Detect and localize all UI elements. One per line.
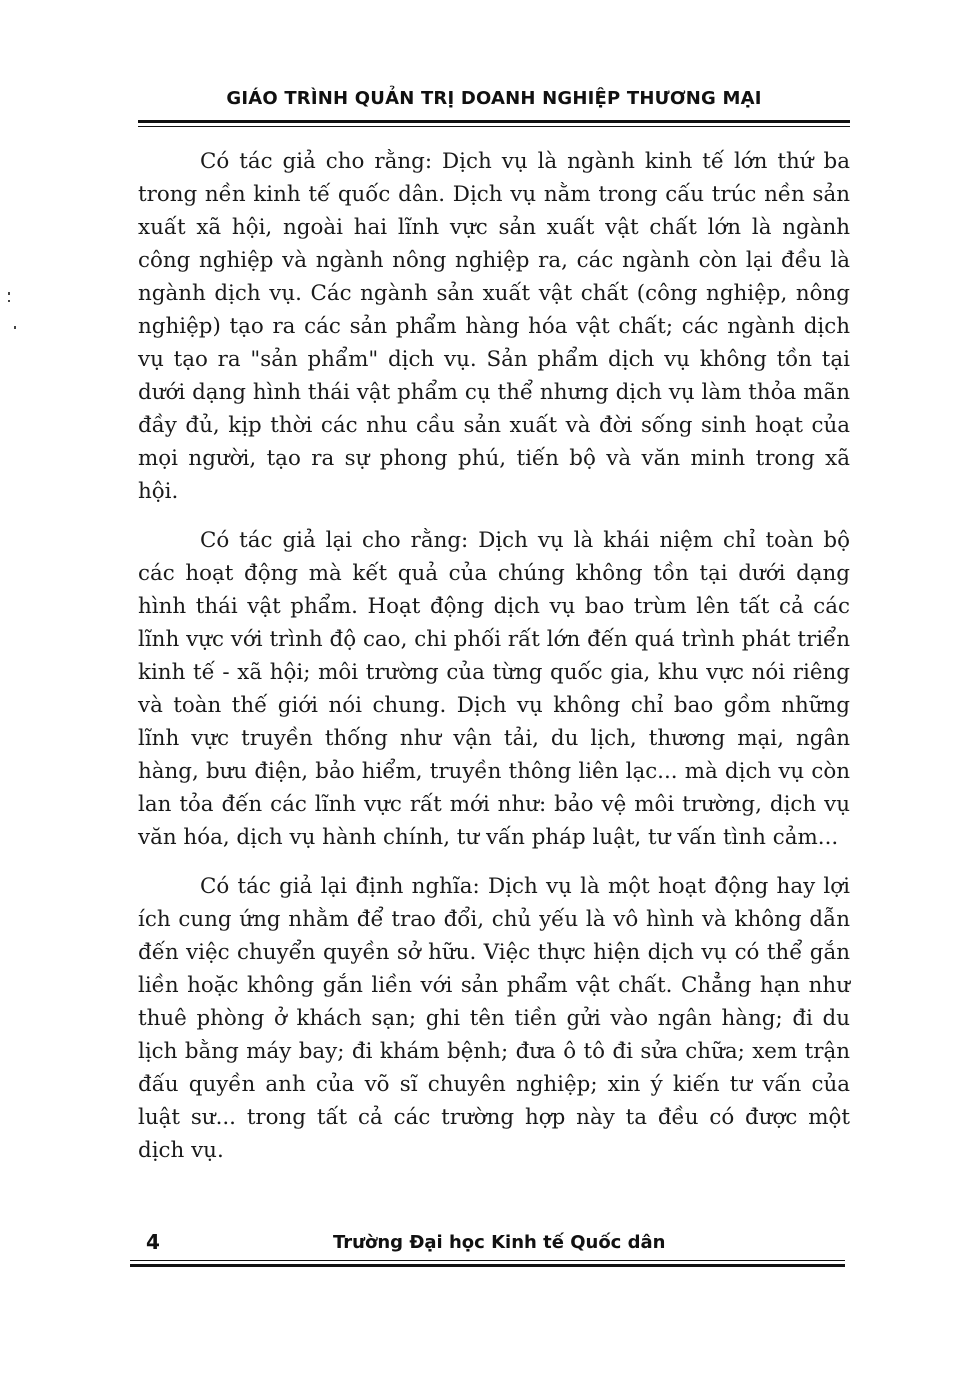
header-rule-thick <box>138 120 850 123</box>
footer-rule-thick <box>130 1264 845 1267</box>
footer-rule-thin <box>130 1260 845 1261</box>
paragraph-2: Có tác giả lại cho rằng: Dịch vụ là khái niệm chỉ toàn bộ các hoạt động mà kết quả của chúng không tồn tại dưới dạng hình thái vật phẩm. Hoạt động dịch vụ bao trùm lên tất cả các lĩnh vực với trình độ cao, chi phối rất lớn đến quá trình phát triển kinh tế - xã hội; môi trường của từng quốc gia, khu vực nói riêng và toàn thế giới nói chung. Dịch vụ không chỉ bao gồm những lĩnh vực truyền thống như vận tải, du lịch, thương mại, ngân hàng, bưu điện, bảo hiểm, truyền thông liên lạc... mà dịch vụ còn lan tỏa đến các lĩnh vực rất mới như: bảo vệ môi trường, dịch vụ văn hóa, dịch vụ hành chính, tư vấn pháp luật, tư vấn tình cảm... <box>138 528 850 850</box>
page-footer <box>138 1230 850 1258</box>
paragraph-3: Có tác giả lại định nghĩa: Dịch vụ là một hoạt động hay lợi ích cung ứng nhằm để trao đổi, chủ yếu là vô hình và không dẫn đến việc chuyển quyền sở hữu. Việc thực hiện dịch vụ có thể gắn liền hoặc không gắn liền với sản phẩm vật chất. Chẳng hạn như thuê phòng ở khách sạn; ghi tên tiền gửi vào ngân hàng; đi du lịch bằng máy bay; đi khám bệnh; đưa ô tô đi sửa chữa; xem trận đấu quyền anh của võ sĩ chuyên nghiệp; xin ý kiến tư vấn của luật sư... trong tất cả các trường hợp này ta đều có được một dịch vụ. <box>138 874 850 1163</box>
page-number: 4 <box>146 1230 160 1254</box>
margin-speck <box>14 326 16 329</box>
running-header: GIÁO TRÌNH QUẢN TRỊ DOANH NGHIỆP THƯƠNG MẠI <box>226 88 762 109</box>
margin-speck <box>8 292 10 295</box>
header-rule-thin <box>138 126 850 127</box>
footer-title: Trường Đại học Kinh tế Quốc dân <box>333 1232 666 1253</box>
paragraph-1: Có tác giả cho rằng: Dịch vụ là ngành kinh tế lớn thứ ba trong nền kinh tế quốc dân. Dịch vụ nằm trong cấu trúc nền sản xuất xã hội, ngoài hai lĩnh vực sản xuất vật chất lớn là ngành công nghiệp và ngành nông nghiệp ra, các ngành còn lại đều là ngành dịch vụ. Các ngành sản xuất vật chất (công nghiệp, nông nghiệp) tạo ra các sản phẩm hàng hóa vật chất; các ngành dịch vụ tạo ra "sản phẩm" dịch vụ. Sản phẩm dịch vụ không tồn tại dưới dạng hình thái vật phẩm cụ thể nhưng dịch vụ làm thỏa mãn đầy đủ, kịp thời các nhu cầu sản xuất và đời sống sinh hoạt của mọi người, tạo ra sự phong phú, tiến bộ và văn minh trong xã hội. <box>138 149 850 504</box>
body-text <box>138 145 850 1183</box>
margin-speck <box>8 300 10 302</box>
